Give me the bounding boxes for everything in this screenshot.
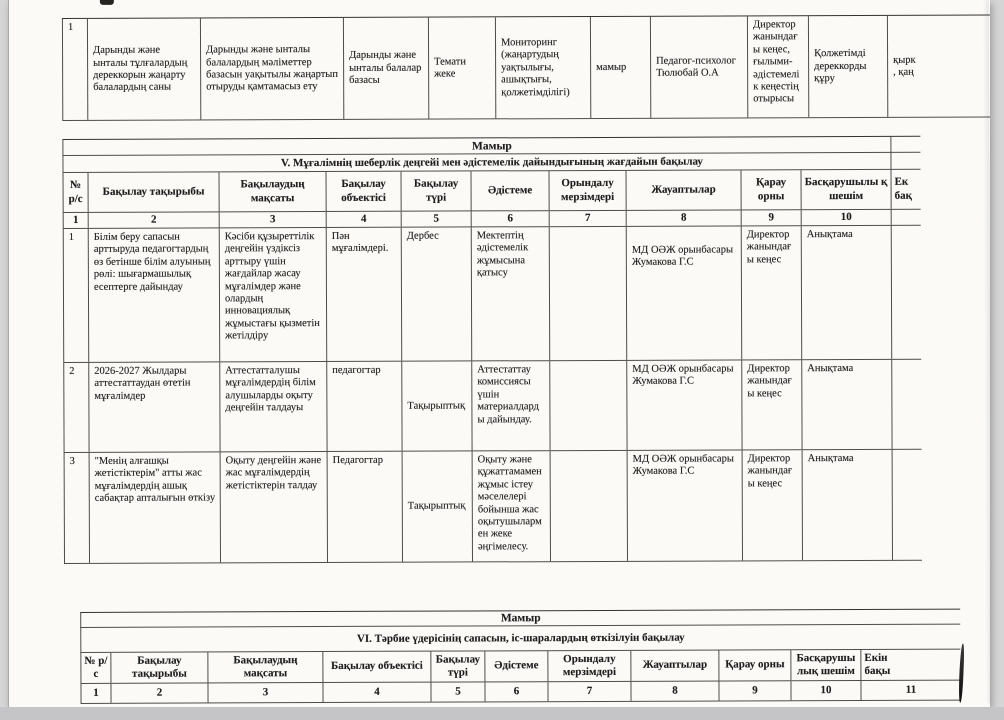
table-vi-month: Мамыр xyxy=(80,610,960,628)
cell-review-place: Директор жанындағы кеңес xyxy=(741,226,802,359)
cell-decision: Қолжетімді дереккорды құру xyxy=(808,16,887,117)
column-number: 1 xyxy=(80,684,110,703)
table-row xyxy=(62,15,990,121)
header-method: Әдістеме xyxy=(471,171,549,210)
cell-method: Мектептің әдістемелік жұмысына қатысу xyxy=(471,227,550,360)
cell-topic: 2026-2027 Жылдары аттестаттаудан өтетін мұғалімдер xyxy=(88,362,219,452)
scanned-page xyxy=(8,0,990,707)
column-number: 5 xyxy=(430,682,484,701)
header-row-number: № р/с xyxy=(63,173,88,212)
header-term: Орындалу мерзімдері xyxy=(547,651,630,681)
cell-term xyxy=(549,361,626,450)
cell-goal: Дарынды және ынталы балалардың мәліметтер базасын уақытылы жаңартып отыруды қамтамасыз ету xyxy=(200,18,343,120)
header-goal: Бақылаудың мақсаты xyxy=(207,652,322,682)
scan-content xyxy=(8,0,990,707)
carryover-table xyxy=(62,14,990,121)
column-number: 10 xyxy=(790,681,860,700)
cell-control-type: Темати жеке xyxy=(428,17,495,118)
header-object: Бақылау объектісі xyxy=(322,652,430,682)
table-border-line xyxy=(890,137,891,170)
cell-topic: "Менің алғашқы жетістіктерім" атты жас мұғалімдердің ашық сабақтар апталығын өткізу xyxy=(89,452,220,563)
column-number: 9 xyxy=(741,210,801,225)
cell-object: Педагогтар xyxy=(327,452,402,562)
scan-artifact-mark xyxy=(100,0,114,5)
cell-control-type: Тақырыптық xyxy=(401,361,471,450)
column-number: 6 xyxy=(471,211,549,226)
page-edge-shadow xyxy=(983,0,990,703)
cell-goal: Кәсіби құзыреттілік деңгейін үздіксіз арттыру үшін жағдайлар жасау мұғалімдер және олардың инновациялық жұмыстағы қызметін жетілдіру xyxy=(219,228,327,361)
table-vi-section xyxy=(80,609,960,704)
header-second-control: Екін бақы xyxy=(860,650,960,680)
scanner-background xyxy=(0,707,1004,720)
header-topic: Бақылау тақырыбы xyxy=(88,172,219,212)
table-v-title: V. Мұғалімнің шеберлік деңгейі мен әдістемелік дайындығының жағдайын бақылау xyxy=(62,153,920,173)
cell-review-place: Директор жанындағы кеңес xyxy=(741,360,801,449)
header-responsible: Жауаптылар xyxy=(626,170,741,209)
cell-row-number: 3 xyxy=(64,453,89,563)
header-control-type: Бақылау түрі xyxy=(401,171,471,210)
table-vi-header-row xyxy=(80,650,960,684)
cell-row-number: 2 xyxy=(63,363,88,452)
table-row xyxy=(63,226,922,363)
header-decision: Басқарушылы қ шешім xyxy=(801,170,891,209)
column-number: 9 xyxy=(718,681,790,700)
column-number: 4 xyxy=(326,212,401,227)
cell-row-number: 1 xyxy=(62,19,87,120)
cell-review-place: Директор жанындағы кеңес, ғылыми-әдістемелік кеңестің отырысы xyxy=(747,16,808,117)
column-number: 7 xyxy=(549,211,626,226)
cell-row-number: 1 xyxy=(63,229,89,362)
cell-decision: Анықтама xyxy=(801,360,891,449)
cell-decision: Анықтама xyxy=(802,450,892,560)
cell-second-control xyxy=(891,226,922,359)
table-v-header-row xyxy=(63,170,921,213)
column-number: 4 xyxy=(322,683,430,702)
header-topic: Бақылау тақырыбы xyxy=(110,652,207,682)
table-row xyxy=(63,360,921,453)
table-row xyxy=(64,450,922,564)
table-vi-title: VI. Тәрбие үдерісінің сапасын, іс-шаралардың өткізілуін бақылау xyxy=(80,625,960,653)
cell-term: мамыр xyxy=(590,17,650,118)
header-term: Орындалу мерзімдері xyxy=(549,171,626,210)
column-number: 10 xyxy=(801,210,891,225)
column-number: 2 xyxy=(88,212,219,228)
cell-responsible: МД ОӘЖ орынбасары Жумакова Г.С xyxy=(626,226,742,359)
cell-object: Пән мұғалімдері. xyxy=(326,228,402,361)
cell-decision: Анықтама xyxy=(801,226,892,359)
cell-second-control: қырк , қаң xyxy=(887,15,990,116)
cell-object: Дарынды және ынталы балалар базасы xyxy=(343,18,428,119)
cell-second-control xyxy=(892,450,922,560)
cell-responsible: МД ОӘЖ орынбасары Жумакова Г.С xyxy=(626,360,741,449)
cell-object: педагогтар xyxy=(326,362,401,451)
header-decision: Басқарушы лық шешім xyxy=(790,650,860,680)
header-object: Бақылау объектісі xyxy=(326,172,401,211)
header-review-place: Қарау орны xyxy=(741,170,801,209)
cell-control-type: Тақырыптық xyxy=(402,451,472,561)
column-number: 3 xyxy=(207,683,322,702)
table-vi-number-row xyxy=(80,681,960,704)
column-number: 6 xyxy=(484,682,547,701)
cell-topic: Білім беру сапасын арттыруда педагогтардың өз бетінше білім алуының рөлі: шығармашылық есептерге дайындау xyxy=(88,228,220,362)
header-responsible: Жауаптылар xyxy=(630,651,718,681)
cell-method: Оқыту және құжаттамамен жұмыс істеу мәселелері бойынша жас оқытушылармен жеке әңгімелесу. xyxy=(472,451,550,561)
cell-method: Мониторинг (жаңартудың уақтылығы, ашықтығы, қолжетімділігі) xyxy=(495,17,590,118)
cell-responsible: Педагог-психолог Тюлюбай О.А xyxy=(650,16,747,117)
column-number: 2 xyxy=(110,683,207,702)
column-number: 7 xyxy=(547,682,630,701)
table-v-month: Мамыр xyxy=(62,137,920,156)
header-goal: Бақылаудың мақсаты xyxy=(219,172,326,211)
cell-method: Аттестаттау комиссиясы үшін материалдарды дайындау. xyxy=(471,361,549,450)
cell-term xyxy=(549,227,627,360)
cell-control-type: Дербес xyxy=(401,227,472,360)
header-second-control: Ек бақ xyxy=(891,170,921,209)
table-v-section xyxy=(62,136,922,564)
column-number: 3 xyxy=(219,212,326,227)
column-number: 1 xyxy=(63,213,88,228)
column-number: 11 xyxy=(860,681,960,700)
cell-second-control xyxy=(891,360,921,449)
cell-term xyxy=(550,451,627,561)
column-number: 8 xyxy=(630,682,718,701)
cell-responsible: МД ОӘЖ орынбасары Жумакова Г.С xyxy=(627,450,742,560)
header-row-number: № р/с xyxy=(80,653,110,683)
cell-topic: Дарынды және ынталы тұлғалардың дереккорын жаңарту балалардың саны xyxy=(87,18,200,119)
header-method: Әдістеме xyxy=(484,651,547,681)
column-number xyxy=(891,210,921,225)
column-number: 8 xyxy=(626,210,741,225)
cell-review-place: Директор жанындағы кеңес xyxy=(742,450,802,560)
header-review-place: Қарау орны xyxy=(718,650,790,680)
cell-goal: Аттестатталушы мұғалімдердің білім алушыларды оқыту деңгейін талдауы xyxy=(219,362,326,451)
column-number: 5 xyxy=(401,211,471,226)
header-control-type: Бақылау түрі xyxy=(430,651,484,681)
cell-goal: Оқыту деңгейін және жас мұғалімдердің жетістіктерін талдау xyxy=(220,452,327,562)
